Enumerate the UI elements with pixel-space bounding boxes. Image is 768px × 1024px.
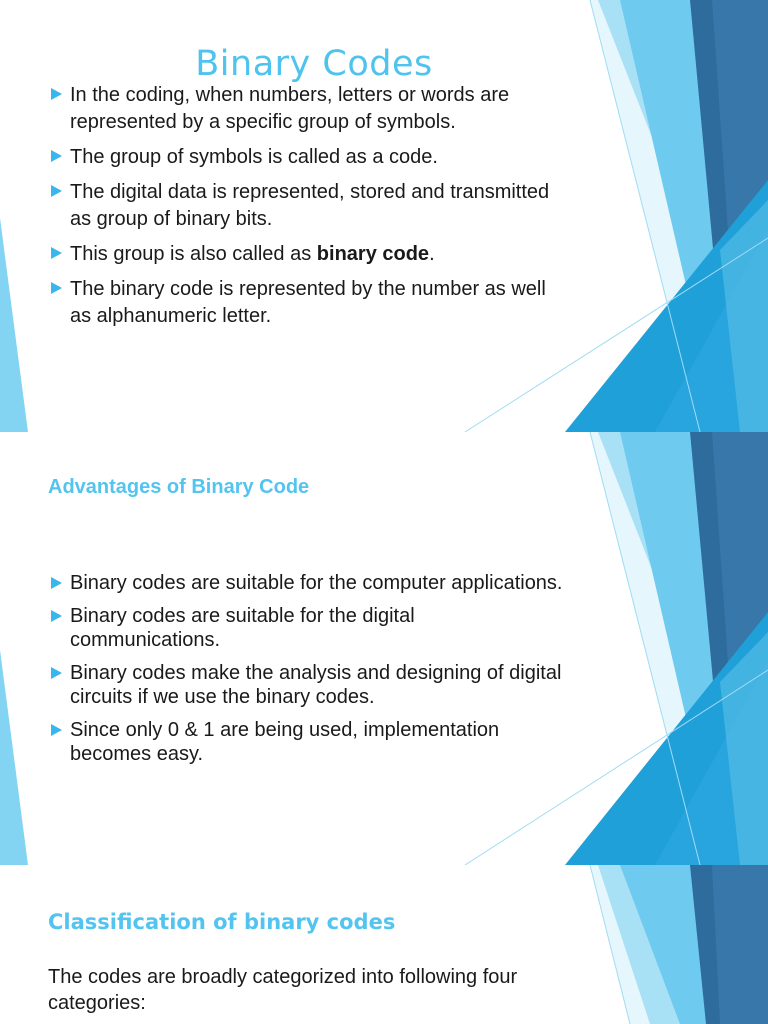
classification-text: The codes are broadly categorized into following four categories: — [48, 966, 518, 1014]
list-item — [48, 661, 568, 710]
bullet-text: In the coding, when numbers, letters or words are represented by a specific group of symbols. — [70, 84, 510, 133]
list-item — [48, 718, 568, 767]
list-item — [48, 144, 568, 171]
bullet-arrow-icon — [51, 185, 62, 197]
bullet-text-suffix: . — [429, 243, 435, 265]
bullet-arrow-icon — [51, 724, 62, 736]
bullet-text-prefix: This group is also called as — [70, 243, 317, 265]
section-title-advantages: Advantages of Binary Code — [48, 476, 310, 498]
bullet-arrow-icon — [51, 150, 62, 162]
bullet-text: Binary codes are suitable for the digital communications. — [70, 604, 415, 651]
list-item — [48, 82, 568, 136]
bullet-arrow-icon — [51, 667, 62, 679]
bullet-list — [48, 82, 568, 338]
bullet-text-bold: binary code — [316, 243, 430, 265]
bullet-arrow-icon — [51, 282, 62, 294]
bullet-text: The digital data is represented, stored and transmitted as group of binary bits. — [70, 181, 550, 230]
advantages-list — [48, 571, 568, 775]
list-item — [48, 241, 568, 268]
bullet-text: Since only 0 & 1 are being used, implementation becomes easy. — [70, 718, 500, 765]
list-item — [48, 276, 568, 330]
list-item — [48, 571, 568, 596]
section-title-classification: Classification of binary codes — [48, 910, 396, 934]
bullet-arrow-icon — [51, 88, 62, 100]
bullet-text: Binary codes make the analysis and designing of digital circuits if we use the binary codes. — [70, 661, 562, 708]
slide-title: Binary Codes — [195, 44, 433, 84]
list-item — [48, 604, 568, 653]
bullet-text: The group of symbols is called as a code. — [70, 146, 438, 168]
slide-1 — [0, 0, 768, 432]
bullet-arrow-icon — [51, 247, 62, 259]
bullet-text: Binary codes are suitable for the computer applications. — [70, 572, 563, 594]
list-item — [48, 179, 568, 233]
bullet-arrow-icon — [51, 577, 62, 589]
bullet-arrow-icon — [51, 610, 62, 622]
bullet-text: The binary code is represented by the number as well as alphanumeric letter. — [70, 278, 546, 327]
